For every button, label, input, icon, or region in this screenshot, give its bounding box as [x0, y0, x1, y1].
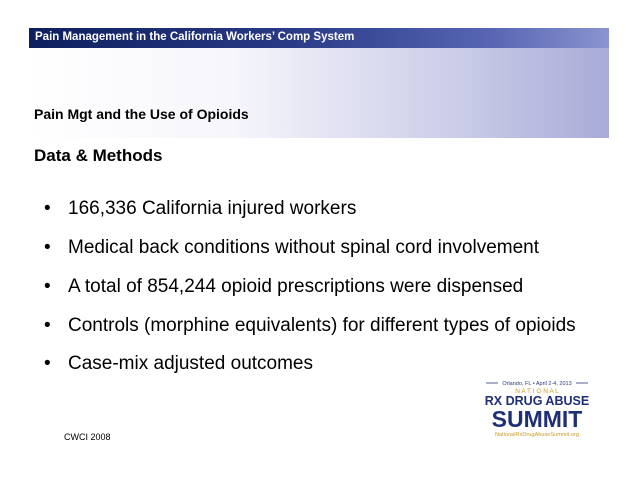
logo-dateline: Orlando, FL • April 2-4, 2013: [502, 381, 572, 387]
bullet-item: [42, 276, 602, 298]
bullet-text: Case-mix adjusted outcomes: [68, 353, 313, 374]
bullet-text: Controls (morphine equivalents) for different types of opioids: [68, 315, 576, 336]
logo-url: NationalRxDrugAbuseSummit.org: [495, 432, 579, 438]
system-title: Pain Management in the California Workers’ Comp System: [35, 31, 355, 43]
logo-line1: RX DRUG ABUSE: [484, 394, 590, 408]
bullet-item: [42, 198, 602, 220]
bullet-dot-icon: •: [44, 198, 51, 219]
summit-logo: [484, 376, 590, 440]
bullet-dot-icon: •: [44, 353, 51, 374]
section-title: Pain Mgt and the Use of Opioids: [34, 106, 249, 122]
bullet-item: [42, 315, 602, 337]
bullet-dot-icon: •: [44, 315, 51, 336]
slide-subhead: Data & Methods: [34, 146, 163, 165]
bullet-item: [42, 353, 602, 375]
logo-national: N A T I O N A L: [515, 388, 559, 395]
bullet-dot-icon: •: [44, 276, 51, 297]
bullet-text: Medical back conditions without spinal cord involvement: [68, 237, 540, 258]
logo-line2: SUMMIT: [491, 406, 583, 432]
bullet-list: [42, 198, 602, 392]
bullet-text: A total of 854,244 opioid prescriptions were dispensed: [68, 276, 524, 297]
footer-source: CWCI 2008: [64, 432, 111, 442]
bullet-text: 166,336 California injured workers: [68, 198, 357, 219]
bullet-dot-icon: •: [44, 237, 51, 258]
bullet-item: [42, 237, 602, 259]
header-top-bar: [29, 28, 609, 48]
